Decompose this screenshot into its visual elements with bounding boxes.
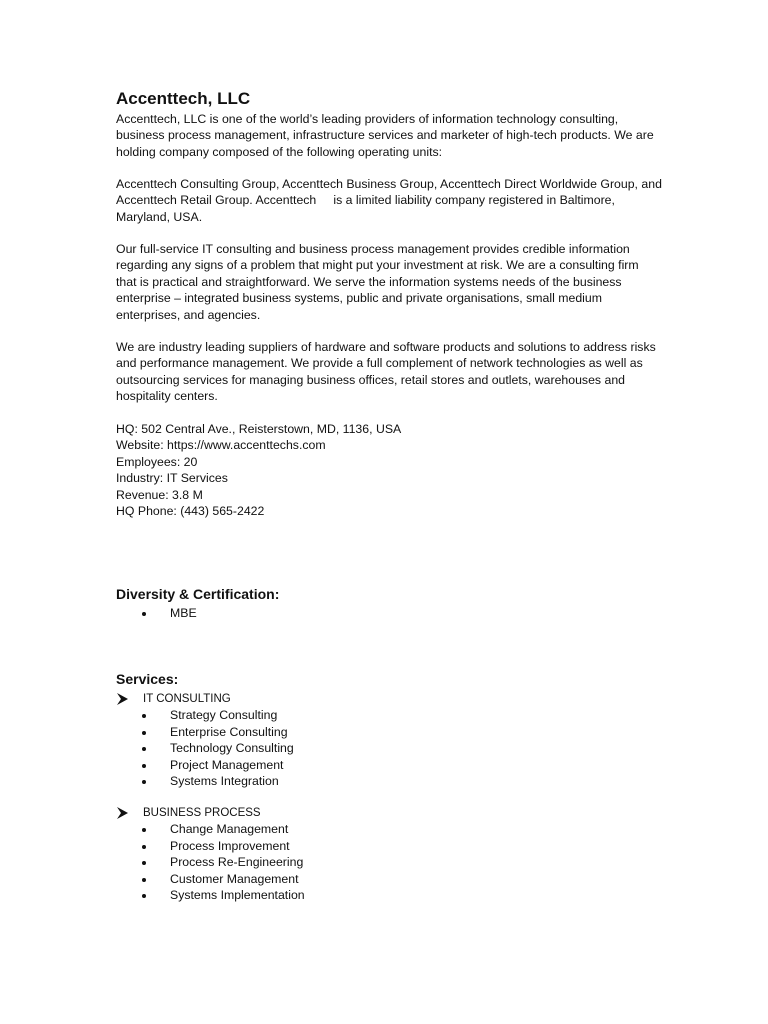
bullet-dot-icon — [142, 731, 146, 735]
service-group-label: IT CONSULTING — [143, 693, 231, 705]
service-item-label: Technology Consulting — [170, 741, 294, 756]
diversity-heading: Diversity & Certification: — [116, 586, 280, 602]
service-item-label: Process Re-Engineering — [170, 855, 304, 870]
bullet-dot-icon — [142, 714, 146, 718]
diversity-item-label: MBE — [170, 606, 197, 620]
services-heading: Services: — [116, 671, 179, 687]
arrowhead-bullet-icon — [116, 691, 130, 707]
fact-industry: Industry: IT Services — [116, 471, 228, 486]
service-item-label: Systems Implementation — [170, 887, 305, 902]
company-facts — [116, 421, 401, 519]
document-title: Accenttech, LLC — [116, 89, 251, 108]
paragraph-line: outsourcing services for managing business offices, retail stores and outlets, warehouses and — [116, 372, 626, 387]
fact-employees: Employees: 20 — [116, 454, 198, 469]
paragraph-line: hospitality centers. — [116, 389, 218, 404]
bullet-dot-icon — [142, 828, 146, 832]
intro-paragraph — [116, 111, 706, 160]
consulting-paragraph — [116, 241, 706, 323]
paragraph-line: Our full-service IT consulting and business process management provides credible information — [116, 242, 630, 256]
fact-hq-address: HQ: 502 Central Ave., Reisterstown, MD, 1136, USA — [116, 422, 402, 436]
operating-units-paragraph — [116, 176, 706, 225]
bullet-dot-icon — [142, 612, 146, 616]
service-group-label: BUSINESS PROCESS — [143, 807, 261, 819]
suppliers-paragraph — [116, 339, 706, 405]
paragraph-line: regarding any signs of a problem that might put your investment at risk. We are a consulting firm — [116, 258, 639, 273]
bullet-dot-icon — [142, 894, 146, 898]
bullet-dot-icon — [142, 780, 146, 784]
fact-hq-phone: HQ Phone: (443) 565-2422 — [116, 504, 265, 519]
service-item-label: Change Management — [170, 822, 289, 837]
paragraph-line: Maryland, USA. — [116, 209, 203, 224]
paragraph-line: Accenttech Consulting Group, Accenttech Business Group, Accenttech Direct Worldwide Group, and — [116, 177, 662, 191]
bullet-dot-icon — [142, 845, 146, 849]
paragraph-line: Accenttech Retail Group. Accenttech is a limited liability company registered in Baltimore, — [116, 193, 615, 208]
service-item-label: Customer Management — [170, 871, 299, 886]
service-item-label: Systems Integration — [170, 773, 279, 788]
paragraph-line: that is practical and straightforward. We serve the information systems needs of the business — [116, 274, 622, 289]
paragraph-line: We are industry leading suppliers of hardware and software products and solutions to address risks — [116, 340, 656, 354]
paragraph-line: holding company composed of the following operating units: — [116, 144, 443, 159]
service-item-label: Project Management — [170, 757, 284, 772]
arrowhead-bullet-icon — [116, 805, 130, 821]
service-item-label: Process Improvement — [170, 838, 290, 853]
paragraph-line: enterprise – integrated business systems, public and private organisations, small medium — [116, 291, 602, 306]
paragraph-line: Accenttech, LLC is one of the world’s leading providers of information technology consulting, — [116, 112, 619, 126]
service-item-label: Enterprise Consulting — [170, 724, 288, 739]
bullet-dot-icon — [142, 747, 146, 751]
bullet-dot-icon — [142, 878, 146, 882]
paragraph-line: and performance management. We provide a full complement of network technologies as well as — [116, 356, 643, 371]
paragraph-line: business process management, infrastructure services and marketer of high-tech products. We are — [116, 128, 654, 143]
service-item-label: Strategy Consulting — [170, 708, 278, 723]
paragraph-line: enterprises, and agencies. — [116, 307, 261, 322]
bullet-dot-icon — [142, 861, 146, 865]
fact-website: Website: https://www.accenttechs.com — [116, 438, 326, 453]
bullet-dot-icon — [142, 764, 146, 768]
fact-revenue: Revenue: 3.8 M — [116, 487, 203, 502]
